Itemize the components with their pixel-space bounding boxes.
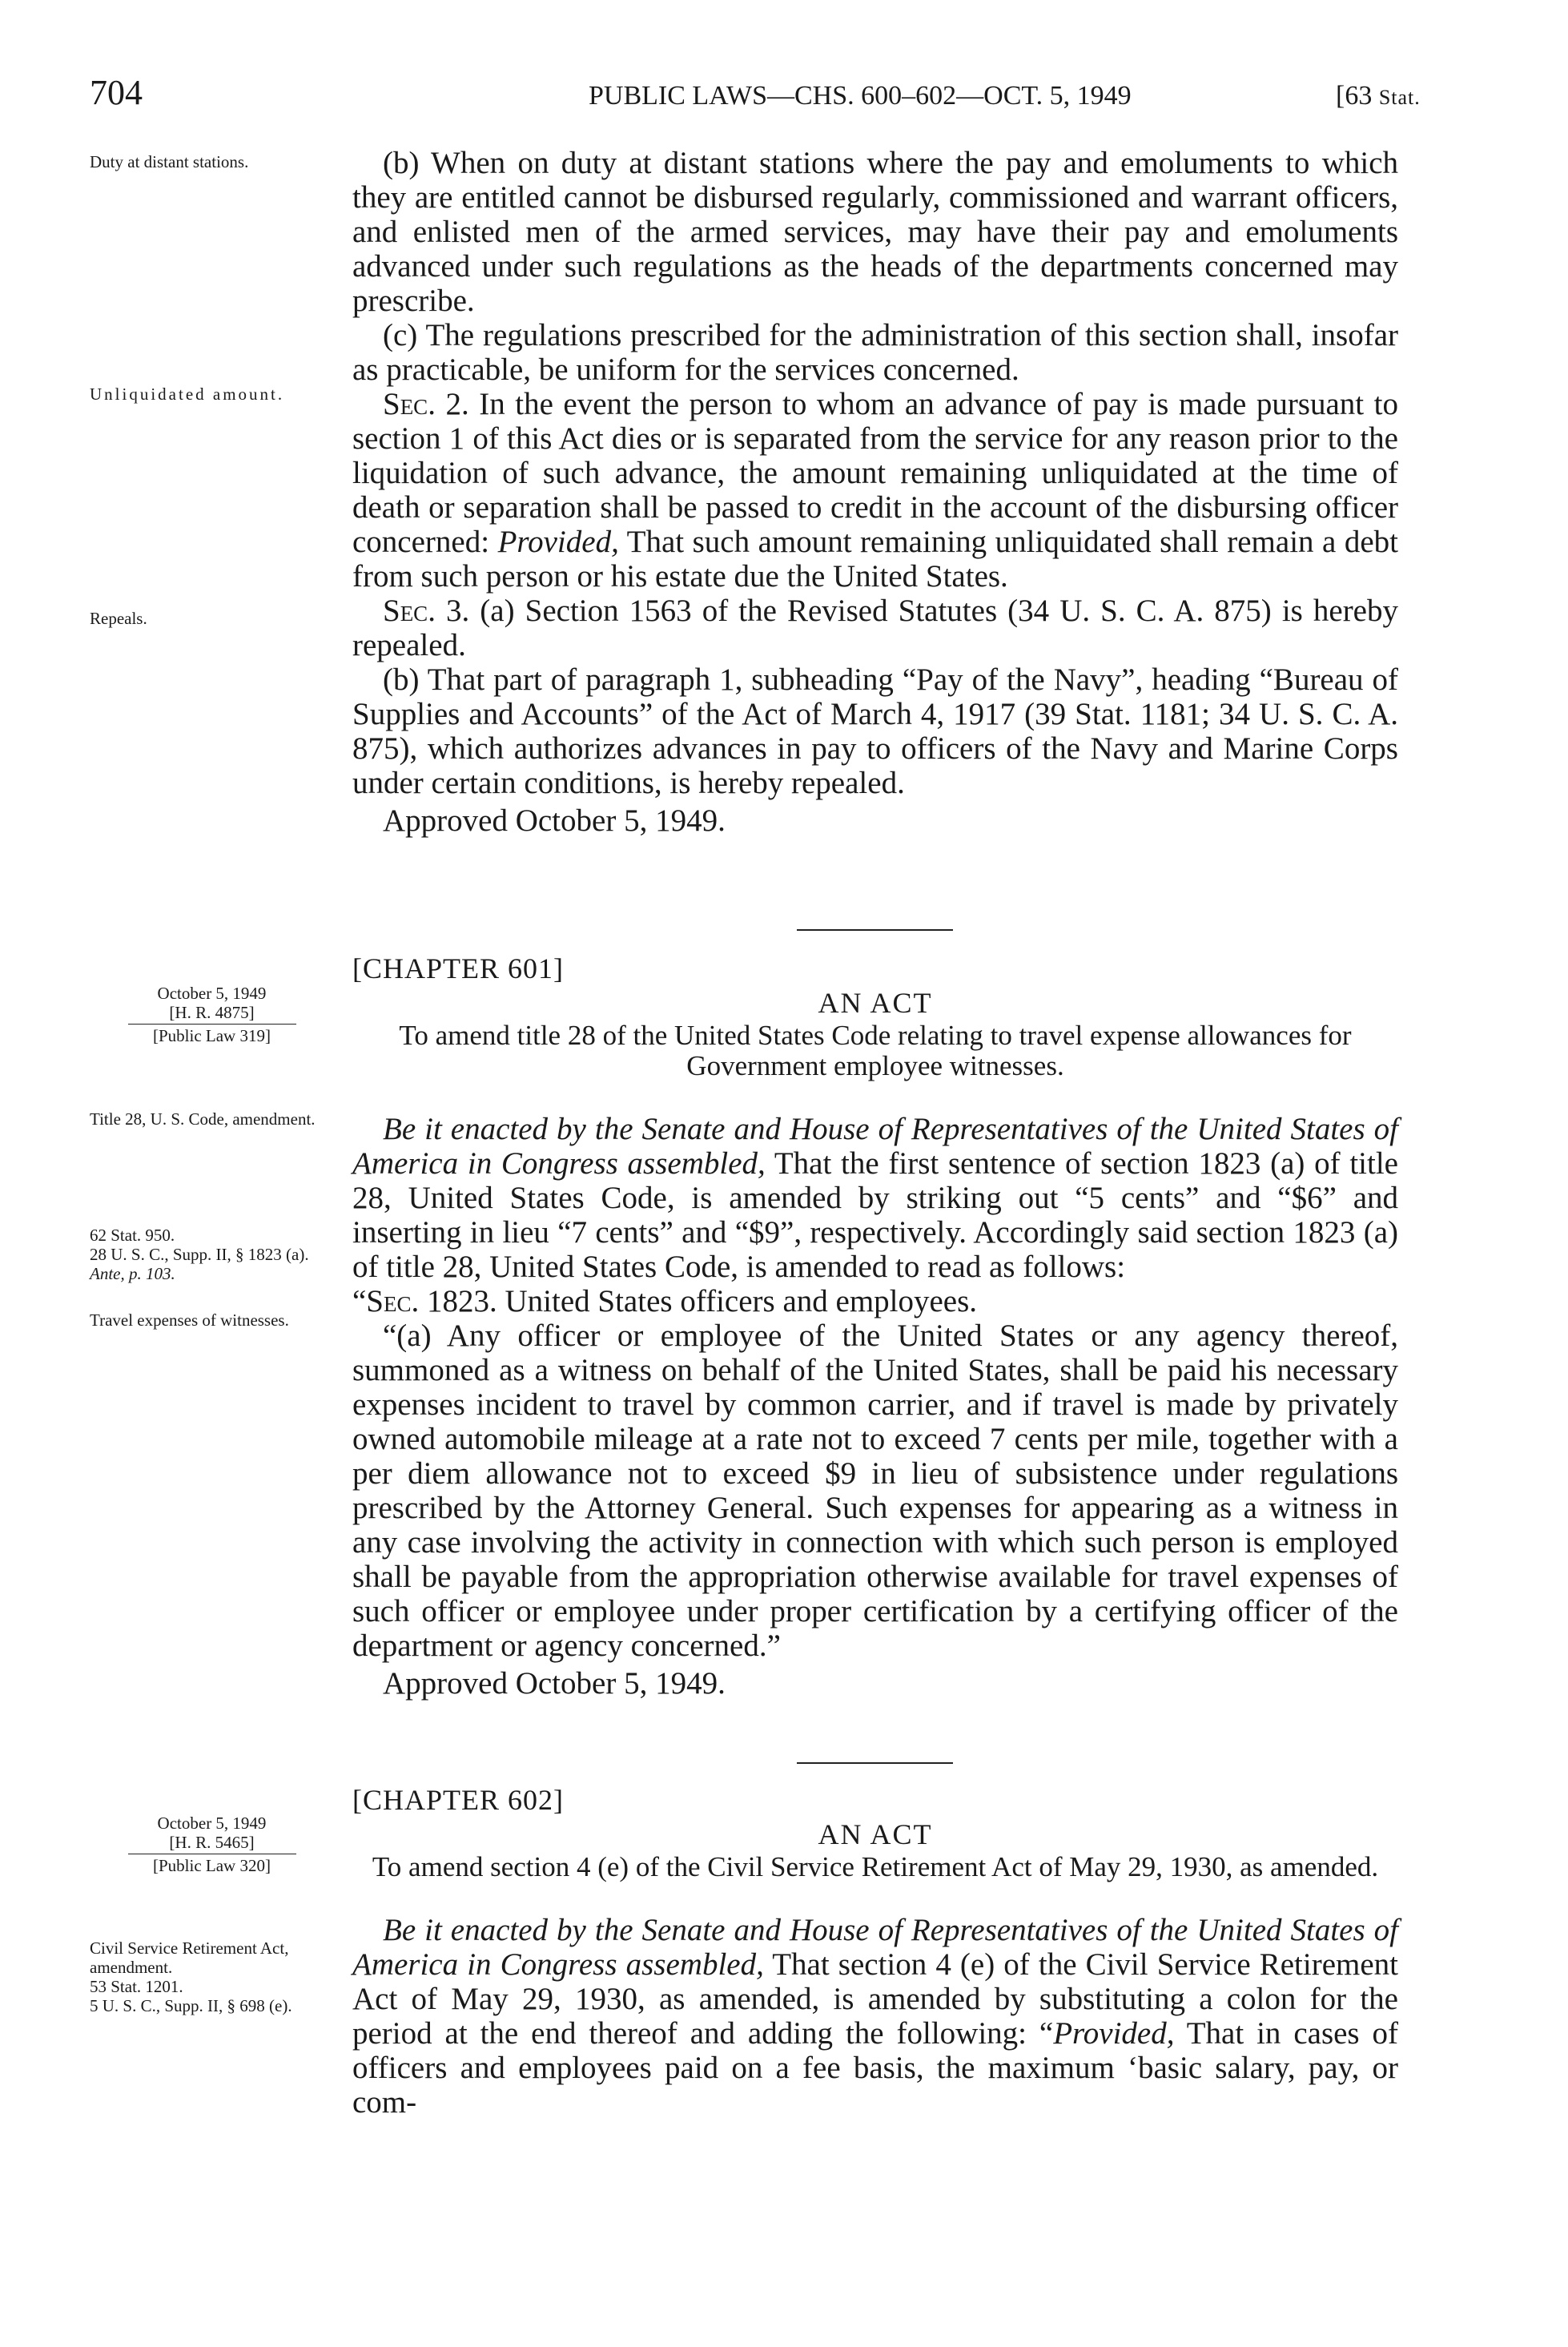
chapter-601-heading: [CHAPTER 601]	[352, 952, 564, 984]
ch602-date: October 5, 1949	[157, 1814, 267, 1833]
chapter-601	[352, 952, 1398, 1701]
divider	[128, 1024, 296, 1025]
chapter-602	[352, 1783, 1398, 2120]
provided-word: Provided,	[497, 525, 619, 559]
citation-5-usc: 5 U. S. C., Supp. II, § 698 (e).	[90, 1996, 292, 2015]
section-2-label: Sec. 2.	[383, 387, 469, 421]
enacting-text: That the first sentence of section 1823 (a) of title 28, United States Code, is amended by striking out “5 cents” and “$6” and inserting in lieu “7 cents” and “$9”, respectively. Accordingly said section 1823 (a) of title 28, United States Code, is amended to read as follows:	[352, 1146, 1398, 1284]
chapter-602-heading: [CHAPTER 602]	[352, 1784, 564, 1816]
volume-reference	[1336, 80, 1421, 114]
enacting-italic: Be it enacted by the Senate and House of Representatives of the United States of America in Congress assembled,	[352, 1112, 1398, 1181]
ch602-bill: [H. R. 5465]	[169, 1833, 255, 1852]
margin-note-repeals: Repeals.	[90, 609, 147, 628]
csr-amendment: Civil Service Retirement Act, amendment.	[90, 1938, 289, 1977]
margin-note-csr	[90, 1938, 330, 2015]
enacting-clause-601	[352, 1112, 1398, 1284]
act-601-description: To amend title 28 of the United States Code relating to travel expense allowances for Government employee witnesses.	[399, 1020, 1352, 1081]
volume-stat: Stat.	[1378, 86, 1421, 109]
section-3	[352, 594, 1398, 662]
ch601-date: October 5, 1949	[157, 984, 267, 1003]
enacting-tail: That in cases of officers and employees paid on a fee basis, the maximum ‘basic salary, pay, or com-	[352, 2016, 1398, 2120]
ch601-public-law: [Public Law 319]	[153, 1026, 271, 1045]
section-3-label: Sec. 3.	[383, 594, 470, 628]
section-2-tail: That such amount remaining unliquidated shall remain a debt from such person or his estate due the United States.	[352, 525, 1398, 594]
ch601-bill: [H. R. 4875]	[169, 1003, 255, 1022]
volume-prefix: [63	[1336, 81, 1379, 111]
approved-ch600: Approved October 5, 1949.	[383, 803, 726, 838]
running-head: PUBLIC LAWS—CHS. 600–602—OCT. 5, 1949	[589, 81, 1132, 111]
enacting-clause-602	[352, 1913, 1398, 2120]
section-2	[352, 387, 1398, 594]
margin-note-ch601-ids	[90, 984, 334, 1045]
approved-ch601: Approved October 5, 1949.	[383, 1666, 726, 1701]
act-602-description: To amend section 4 (e) of the Civil Service Retirement Act of May 29, 1930, as amended.	[372, 1851, 1379, 1882]
citation-ante: Ante, p. 103.	[90, 1264, 175, 1283]
section-1823-label: “Sec. 1823.	[352, 1284, 497, 1318]
section-3-text: (a) Section 1563 of the Revised Statutes (34 U. S. C. A. 875) is hereby repealed.	[352, 594, 1398, 662]
margin-note-duty: Duty at distant stations.	[90, 152, 249, 171]
section-2-text: In the event the person to whom an advance of pay is made pursuant to section 1 of this Act dies or is separated from the service for any reason prior to the liquidation of such advance, the amount remaining unliquidated at the time of death or separation shall be passed to credit in the account of the disbursing officer concerned:	[352, 387, 1398, 559]
paragraph-c: (c) The regulations prescribed for the administration of this section shall, insofar as practicable, be uniform for the services concerned.	[352, 318, 1398, 387]
an-act-601: AN ACT	[818, 987, 933, 1019]
margin-note-ch602-ids	[90, 1814, 334, 1875]
paragraph-b: (b) When on duty at distant stations where the pay and emoluments to which they are entitled cannot be disbursed regularly, commissioned and warrant officers, and enlisted men of the armed services, may have their pay and emoluments advanced under such regulations as the heads of the departments concerned may prescribe.	[352, 146, 1398, 318]
section-rule	[797, 1762, 953, 1764]
margin-note-travel: Travel expenses of witnesses.	[90, 1310, 289, 1330]
section-1823-title: United States officers and employees.	[497, 1284, 978, 1318]
citation-53-stat: 53 Stat. 1201.	[90, 1977, 183, 1996]
chapter-600-text	[352, 146, 1398, 838]
margin-note-citations	[90, 1226, 330, 1283]
margin-note-unliquidated: Unliquidated amount.	[90, 384, 285, 404]
enacting-italic: Be it enacted by the Senate and House of Representatives of the United States of America in Congress assembled,	[352, 1913, 1398, 1982]
section-3-b: (b) That part of paragraph 1, subheading “Pay of the Navy”, heading “Bureau of Supplies and Accounts” of the Act of March 4, 1917 (39 Stat. 1181; 34 U. S. C. A. 875), which authorizes advances in pay to officers of the Navy and Marine Corps under certain conditions, is hereby repealed.	[352, 662, 1398, 800]
citation-28-usc: 28 U. S. C., Supp. II, § 1823 (a).	[90, 1245, 309, 1264]
enacting-text: That section 4 (e) of the Civil Service Retirement Act of May 29, 1930, as amended, is amended by substituting a colon for the period at the end thereof and adding the following: “	[352, 1947, 1398, 2051]
section-1823-heading	[352, 1284, 1398, 1318]
section-1823-a: “(a) Any officer or employee of the United States or any agency thereof, summoned as a witness on behalf of the United States, shall be paid his necessary expenses incident to travel by common carrier, and if travel is made by privately owned automobile mileage at a rate not to exceed 7 cents per mile, together with a per diem allowance not to exceed $9 in lieu of subsistence under regulations prescribed by the Attorney General. Such expenses for appearing as a witness in any case involving the activity in connection with which such person is employed shall be payable from the appropriation otherwise available for travel expenses of such officer or employee under proper certification by a certifying officer of the department or agency concerned.”	[352, 1318, 1398, 1663]
page-number: 704	[90, 73, 143, 112]
ch602-public-law: [Public Law 320]	[153, 1856, 271, 1875]
section-rule	[797, 929, 953, 931]
an-act-602: AN ACT	[818, 1818, 933, 1850]
citation-62-stat: 62 Stat. 950.	[90, 1226, 175, 1245]
provided-word: Provided,	[1053, 2016, 1175, 2051]
margin-note-title28: Title 28, U. S. Code, amendment.	[90, 1109, 316, 1129]
